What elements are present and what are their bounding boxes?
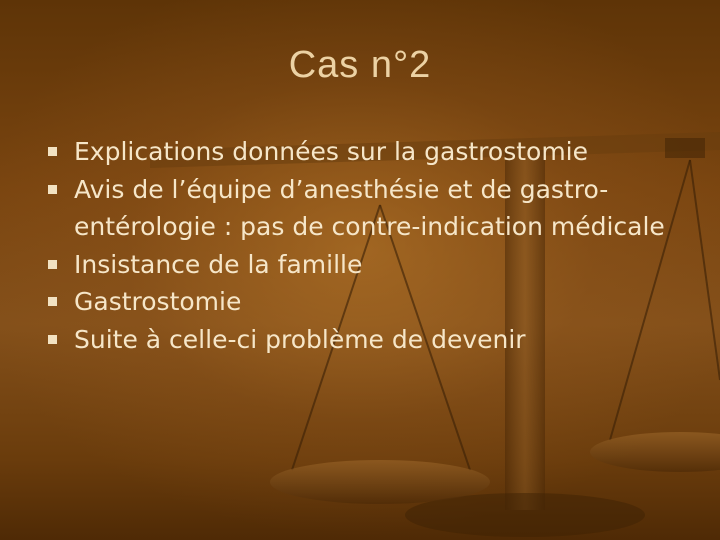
square-bullet-icon	[48, 335, 57, 344]
bullet-text: Gastrostomie	[74, 287, 242, 316]
bullet-item	[48, 283, 688, 321]
bullet-list	[48, 133, 688, 358]
bullet-text: Suite à celle-ci problème de devenir	[74, 324, 526, 354]
bullet-item	[48, 246, 688, 284]
slide-title: Cas n°2	[288, 44, 432, 86]
bullet-item	[48, 133, 688, 171]
square-bullet-icon	[48, 297, 57, 306]
bullet-item	[48, 321, 688, 359]
square-bullet-icon	[48, 147, 57, 156]
bullet-text: Avis de l’équipe d’anesthésie et de gastro-entérologie : pas de contre-indication médicale	[74, 174, 665, 241]
bullet-text: Explications données sur la gastrostomie	[74, 137, 589, 166]
bullet-item	[48, 171, 688, 246]
square-bullet-icon	[48, 185, 57, 194]
square-bullet-icon	[48, 260, 57, 269]
bullet-text: Insistance de la famille	[74, 249, 363, 279]
